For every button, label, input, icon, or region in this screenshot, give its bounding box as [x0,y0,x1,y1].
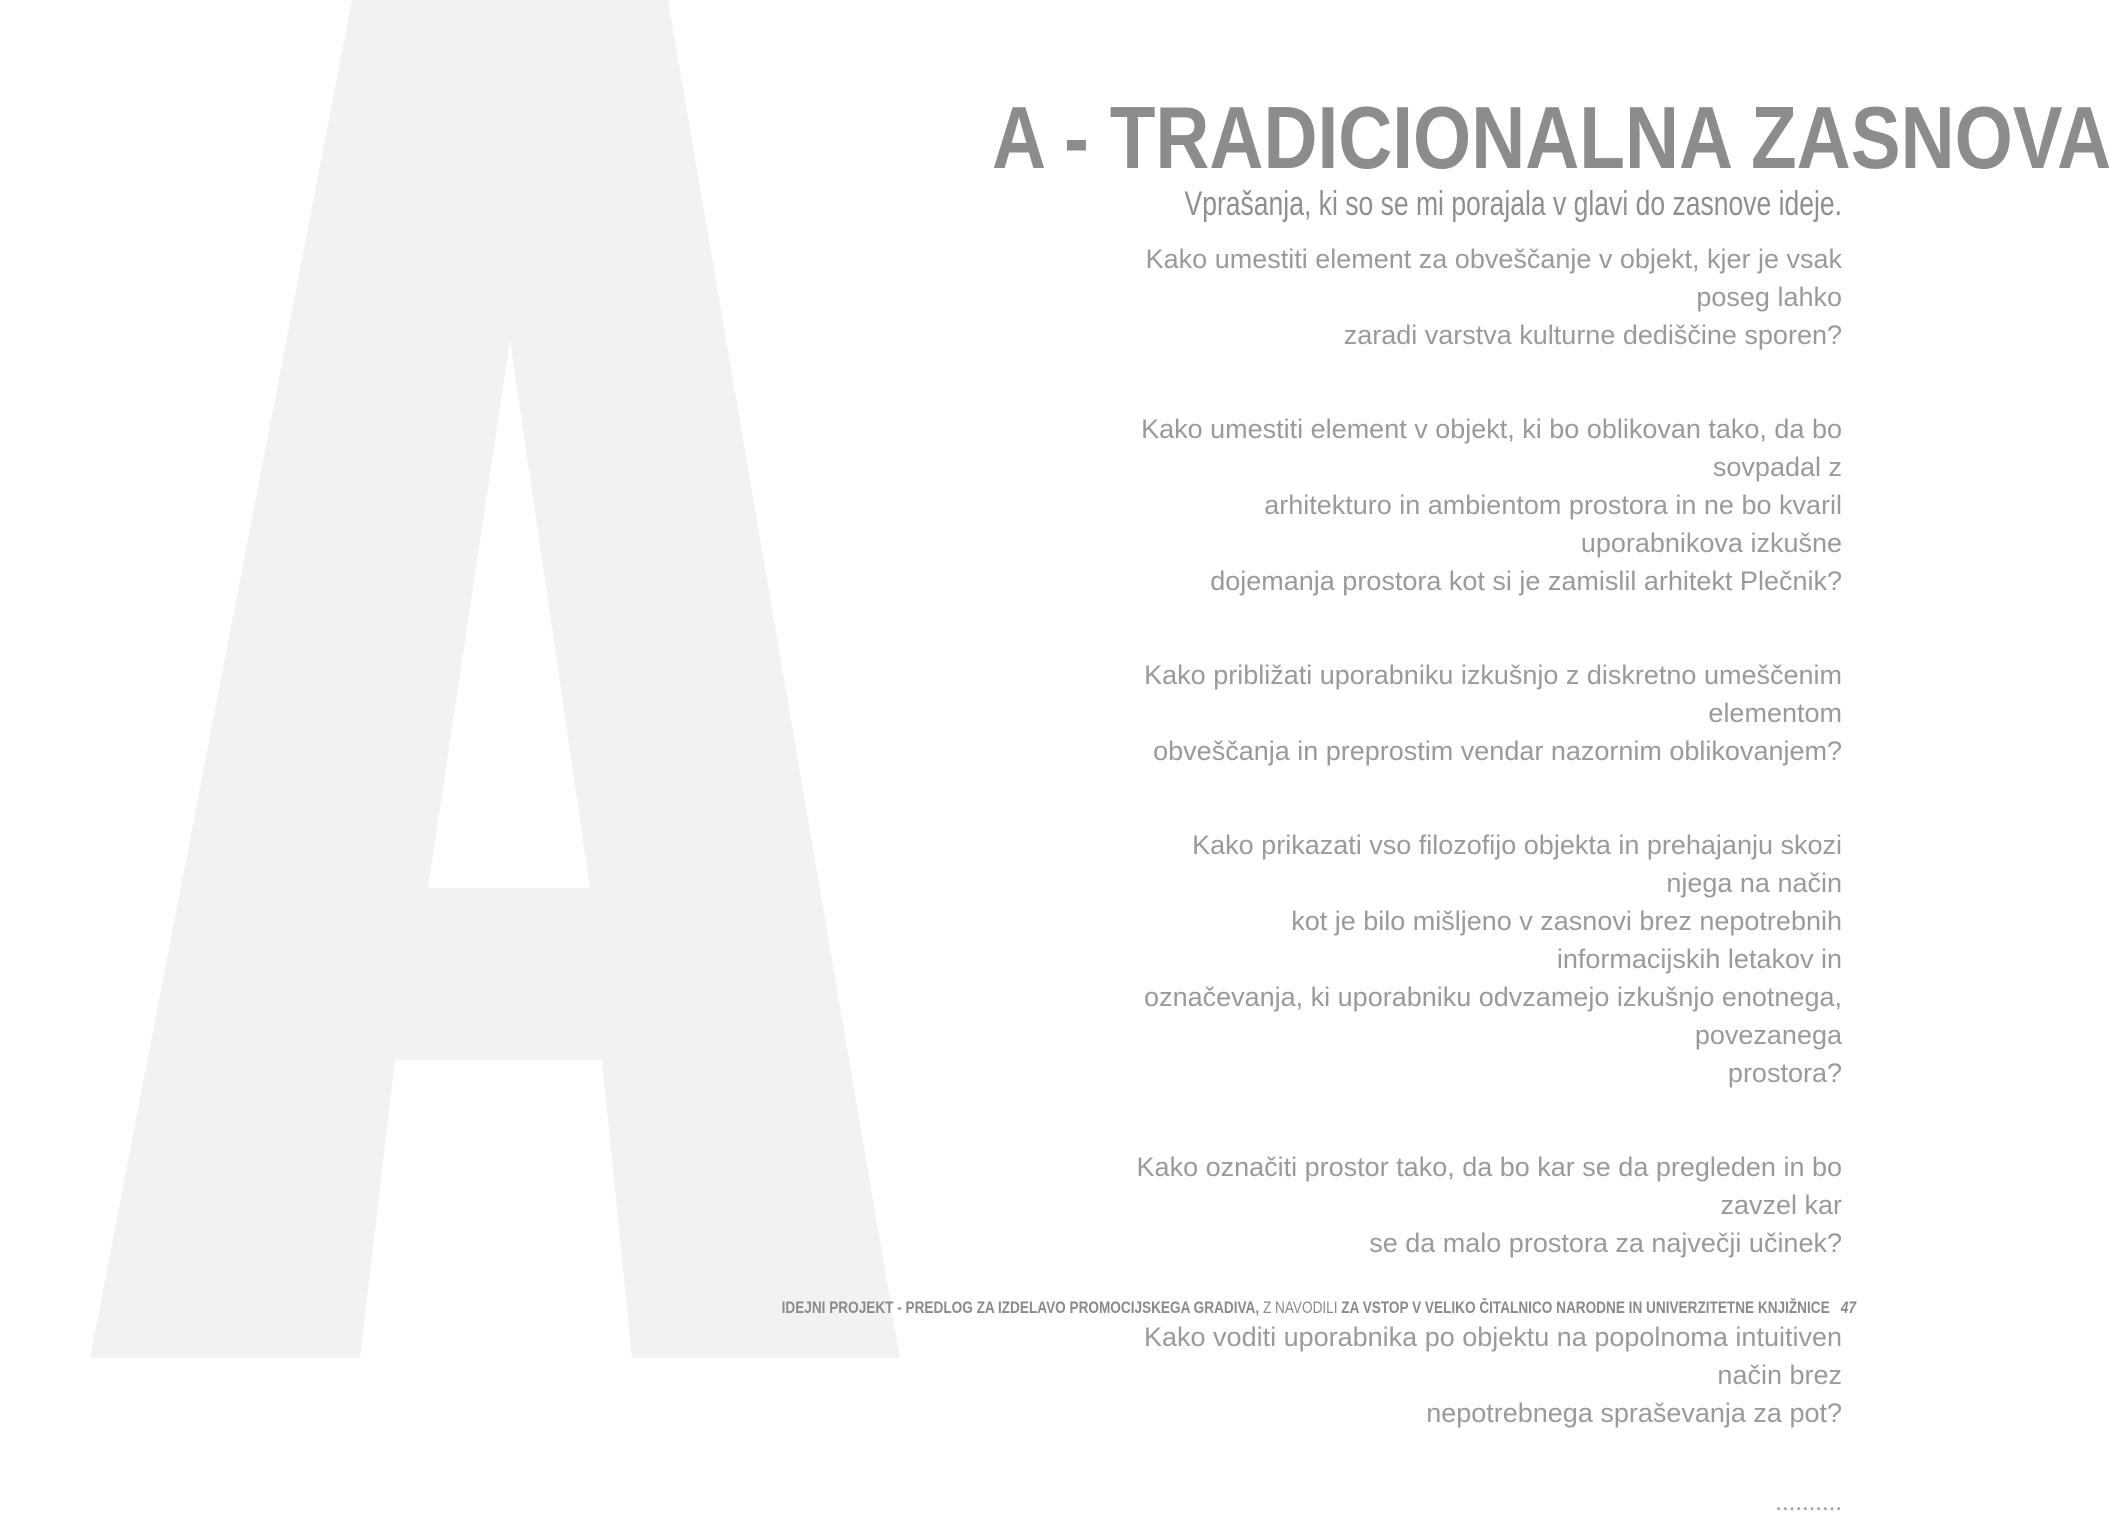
footer-project-title: IDEJNI PROJEKT - PREDLOG ZA IZDELAVO PROMOCIJSKEGA GRADIVA, [781,1298,1260,1317]
page-number: 47 [1840,1298,1856,1317]
questions-list [842,240,1842,1432]
page-subtitle: Vprašanja, ki so se mi porajala v glavi do zasnove ideje. [1184,185,1842,223]
page-footer [782,1298,1856,1318]
footer-project-subtitle: ZA VSTOP V VELIKO ČITALNICO NARODNE IN UNIVERZITETNE KNJIŽNICE [1341,1298,1830,1317]
question-item: Kako prikazati vso filozofijo objekta in prehajanju skozi njega na način kot je bilo mišljeno v zasnovi brez nepotrebnih informacijskih letakov in označevanja, ki uporabniku odvzamejo izkušnjo enotnega, povezanega prostora? [1144,830,1842,1088]
question-item: Kako označiti prostor tako, da bo kar se da pregleden in bo zavzel kar se da malo prostora za največji učinek? [1136,1152,1842,1258]
question-item: Kako umestiti element za obveščanje v objekt, kjer je vsak poseg lahko zaradi varstva kulturne dediščine sporen? [1145,244,1842,350]
question-item: Kako približati uporabniku izkušnjo z diskretno umeščenim elementom obveščanja in preprostim vendar nazornim oblikovanjem? [1144,660,1842,766]
continuation-dots: .......... [1775,1489,1842,1516]
question-item: Kako umestiti element v objekt, ki bo oblikovan tako, da bo sovpadal z arhitekturo in ambientom prostora in ne bo kvaril uporabnikova izkušne dojemanja prostora kot si je zamislil arhitekt Plečnik? [1141,414,1842,596]
footer-connector: Z NAVODILI [1259,1298,1342,1317]
page-title: A - TRADICIONALNA ZASNOVA [992,88,2111,187]
question-item: Kako voditi uporabnika po objektu na popolnoma intuitiven način brez nepotrebnega spraševanja za pot? [1144,1322,1842,1428]
background-letter-a-shape [90,0,900,1358]
